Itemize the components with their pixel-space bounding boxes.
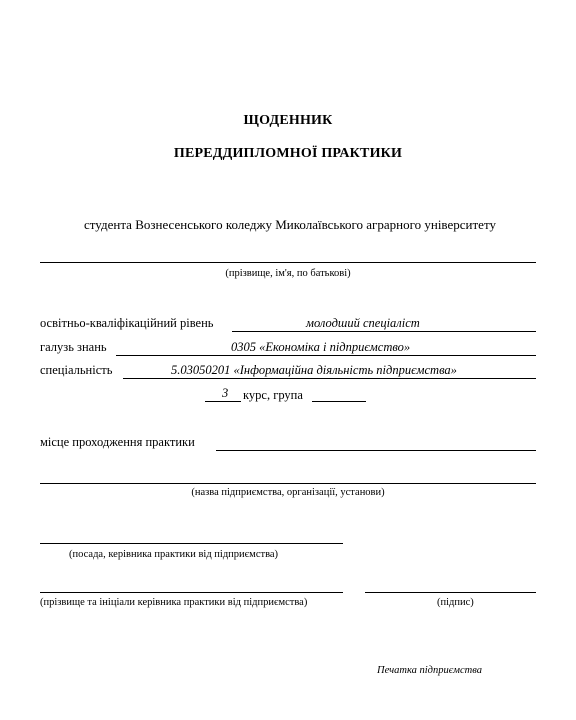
student-name-caption: (прізвище, ім'я, по батькові) bbox=[225, 268, 351, 279]
specialty-label: спеціальність bbox=[40, 363, 113, 377]
supervisor-signature-line bbox=[365, 592, 536, 593]
qualification-line bbox=[232, 331, 536, 332]
field-value: 0305 «Економіка і підприємство» bbox=[231, 340, 411, 354]
specialty-value: 5.03050201 «Інформаційна діяльність підприємства» bbox=[171, 363, 457, 377]
course-group-label: курс, група bbox=[243, 388, 303, 402]
course-number: 3 bbox=[222, 386, 229, 400]
practice-place-line-2 bbox=[40, 483, 536, 484]
page-subtitle: ПЕРЕДДИПЛОМНОЇ ПРАКТИКИ bbox=[173, 146, 403, 161]
field-line bbox=[116, 355, 536, 356]
qualification-label: освітньо-кваліфікаційний рівень bbox=[40, 316, 214, 330]
course-line bbox=[205, 401, 241, 402]
field-label: галузь знань bbox=[40, 340, 107, 354]
supervisor-name-caption: (прізвище та ініціали керівника практики від підприємства) bbox=[40, 597, 308, 608]
page-title: ЩОДЕННИК bbox=[243, 113, 333, 128]
practice-place-caption: (назва підприємства, організації, установи) bbox=[191, 487, 385, 498]
student-name-line bbox=[40, 262, 536, 263]
student-institution-line: студента Вознесенського коледжу Миколаївського аграрного університету bbox=[84, 217, 496, 232]
qualification-value: молодший спеціаліст bbox=[306, 316, 420, 330]
supervisor-signature-caption: (підпис) bbox=[437, 597, 474, 608]
supervisor-position-line bbox=[40, 543, 343, 544]
supervisor-position-caption: (посада, керівника практики від підприємства) bbox=[69, 549, 279, 560]
practice-place-label: місце проходження практики bbox=[40, 435, 195, 449]
practice-place-line-1 bbox=[216, 450, 536, 451]
stamp-label: Печатка підприємства bbox=[377, 665, 482, 676]
specialty-line bbox=[123, 378, 536, 379]
supervisor-name-line bbox=[40, 592, 343, 593]
group-line bbox=[312, 401, 366, 402]
